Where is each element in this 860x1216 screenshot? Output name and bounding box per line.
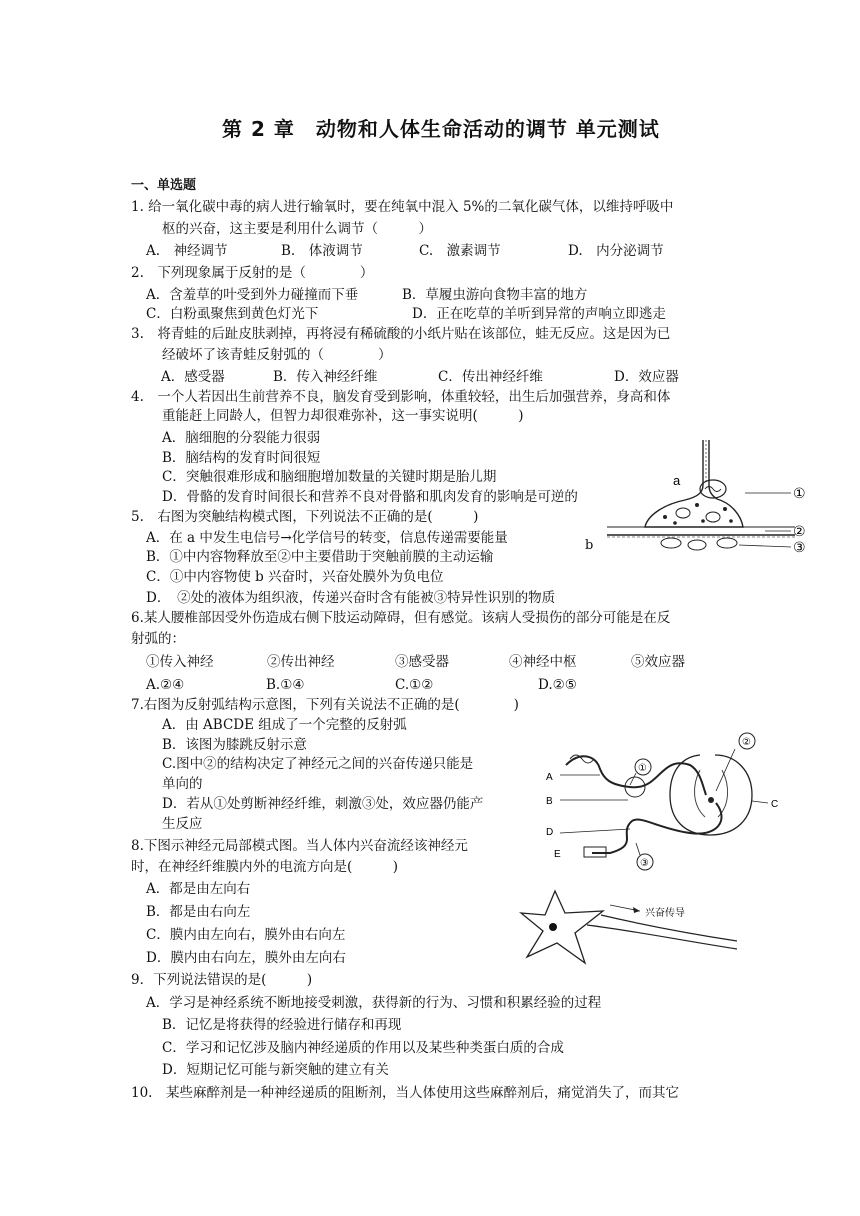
- q8-stem-line1: 8.下图示神经元局部模式图。当人体内兴奋流经该神经元: [131, 838, 468, 854]
- q7-option-d-line2: 生反应: [162, 816, 203, 832]
- q3-stem-line1: 3. 将青蛙的后趾皮肤剥掉，再将浸有稀硫酸的小纸片贴在该部位，蛙无反应。这是因为已: [131, 326, 671, 342]
- q1-option-b: B. 体液调节: [281, 243, 363, 259]
- reflex-label-D: D: [546, 827, 554, 838]
- page-title: 第 2 章 动物和人体生命活动的调节 单元测试: [222, 117, 660, 141]
- q5-option-c: C．①中内容物使 b 兴奋时，兴奋处膜外为负电位: [146, 569, 444, 585]
- q4-option-b: B．脑结构的发育时间很短: [162, 450, 321, 466]
- q9-option-d: D．短期记忆可能与新突触的建立有关: [162, 1062, 389, 1078]
- q9-stem: 9．下列说法错误的是( ): [131, 972, 313, 988]
- q1-option-c: C. 激素调节: [419, 243, 501, 259]
- reflex-label-2: ②: [742, 737, 751, 748]
- reflex-label-A: A: [546, 772, 553, 783]
- q2-option-b: B．草履虫游向食物丰富的地方: [402, 287, 588, 303]
- reflex-label-B: B: [546, 796, 553, 807]
- synapse-label-a: a: [673, 473, 681, 488]
- neuron-figure: [515, 885, 740, 970]
- q1-stem-line1: 1. 给一氧化碳中毒的病人进行输氧时，要在纯氧中混入 5%的二氧化碳气体，以维持呼吸中: [131, 199, 674, 215]
- q3-option-b: B．传入神经纤维: [273, 369, 378, 385]
- reflex-label-E: E: [554, 849, 561, 860]
- q8-option-c: C．膜内由左向右，膜外由右向左: [146, 927, 346, 943]
- q7-option-c-line2: 单向的: [162, 776, 203, 792]
- q6-option-c: C.①②: [395, 677, 434, 693]
- q3-stem-line2: 经破坏了该青蛙反射弧的（ ）: [162, 347, 392, 363]
- q7-option-a: A．由 ABCDE 组成了一个完整的反射弧: [162, 717, 407, 733]
- q9-option-c: C．学习和记忆涉及脑内神经递质的作用以及某些种类蛋白质的合成: [162, 1040, 564, 1056]
- q6-item-1: ①传入神经: [146, 654, 214, 670]
- q3-option-d: D．效应器: [614, 369, 679, 385]
- q4-option-d: D．骨骼的发育时间很长和营养不良对骨骼和肌肉发育的影响是可逆的: [162, 489, 578, 505]
- q6-stem-line2: 射弧的：: [131, 631, 185, 647]
- q5-stem: 5. 右图为突触结构模式图，下列说法不正确的是( ): [131, 509, 479, 525]
- q1-option-a: A. 神经调节: [146, 243, 228, 259]
- q4-option-c: C．突触很难形成和脑细胞增加数量的关键时期是胎儿期: [162, 469, 497, 485]
- q10-stem: 10. 某些麻醉剂是一种神经递质的阻断剂，当人体使用这些麻醉剂后，痛觉消失了，而其它: [131, 1085, 679, 1101]
- synapse-label-3: ③: [793, 539, 806, 555]
- q2-stem: 2. 下列现象属于反射的是（ ）: [131, 265, 374, 281]
- q2-option-a: A．含羞草的叶受到外力碰撞而下垂: [146, 287, 359, 303]
- synapse-figure: [605, 435, 840, 560]
- q4-stem-line1: 4. 一个人若因出生前营养不良，脑发育受到影响，体重较轻，出生后加强营养，身高和体: [131, 389, 671, 405]
- reflex-label-3: ③: [640, 858, 649, 869]
- synapse-label-1: ①: [793, 485, 806, 501]
- q2-option-d: D．正在吃草的羊听到异常的声响立即逃走: [412, 306, 666, 322]
- q7-stem: 7.右图为反射弧结构示意图，下列有关说法不正确的是( ): [131, 697, 519, 713]
- reflex-arc-figure: [540, 725, 795, 875]
- section-heading: 一、单选题: [131, 178, 197, 193]
- q3-option-c: C．传出神经纤维: [438, 369, 543, 385]
- q7-option-d-line1: D．若从①处剪断神经纤维，刺激③处，效应器仍能产: [162, 796, 484, 812]
- q6-option-b: B.①④: [266, 677, 305, 693]
- q4-option-a: A．脑细胞的分裂能力很弱: [162, 430, 321, 446]
- q2-option-c: C．白粉虱聚焦到黄色灯光下: [146, 306, 319, 322]
- q4-stem-line2: 重能赶上同龄人，但智力却很难弥补，这一事实说明( ): [162, 408, 524, 424]
- q8-option-b: B．都是由右向左: [146, 904, 251, 920]
- synapse-label-2: ②: [793, 523, 806, 539]
- q6-item-4: ④神经中枢: [509, 654, 577, 670]
- q1-stem-line2: 枢的兴奋，这主要是利用什么调节（ ）: [162, 221, 432, 237]
- q8-option-d: D．膜内由右向左，膜外由左向右: [146, 950, 346, 966]
- q8-stem-line2: 时，在神经纤维膜内外的电流方向是( ): [131, 859, 399, 875]
- q6-item-5: ⑤效应器: [631, 654, 685, 670]
- q6-item-3: ③感受器: [395, 654, 449, 670]
- reflex-label-C: C: [771, 799, 779, 810]
- q6-stem-line1: 6.某人腰椎部因受外伤造成右侧下肢运动障碍，但有感觉。该病人受损伤的部分可能是在反: [131, 610, 671, 626]
- q3-option-a: A．感受器: [161, 369, 225, 385]
- q6-option-a: A.②④: [146, 677, 185, 693]
- neuron-arrow-label: 兴奋传导: [645, 908, 685, 919]
- q1-option-d: D. 内分泌调节: [568, 243, 664, 259]
- synapse-label-b-text: b: [585, 538, 594, 553]
- q8-option-a: A．都是由左向右: [146, 881, 251, 897]
- q7-option-b: B．该图为膝跳反射示意: [162, 737, 307, 753]
- reflex-label-1: ①: [638, 763, 647, 774]
- q5-option-a: A．在 a 中发生电信号→化学信号的转变，信息传递需要能量: [146, 530, 508, 546]
- q7-option-c-line1: C.图中②的结构决定了神经元之间的兴奋传递只能是: [162, 756, 474, 772]
- q5-option-d: D． ②处的液体为组织液，传递兴奋时含有能被③特异性识别的物质: [146, 590, 556, 606]
- q5-option-b: B．①中内容物释放至②中主要借助于突触前膜的主动运输: [146, 549, 494, 565]
- q6-option-d: D.②⑤: [538, 677, 577, 693]
- q6-item-2: ②传出神经: [267, 654, 335, 670]
- q9-option-b: B．记忆是将获得的经验进行储存和再现: [162, 1017, 402, 1033]
- q9-option-a: A．学习是神经系统不断地接受刺激，获得新的行为、习惯和积累经验的过程: [146, 995, 602, 1011]
